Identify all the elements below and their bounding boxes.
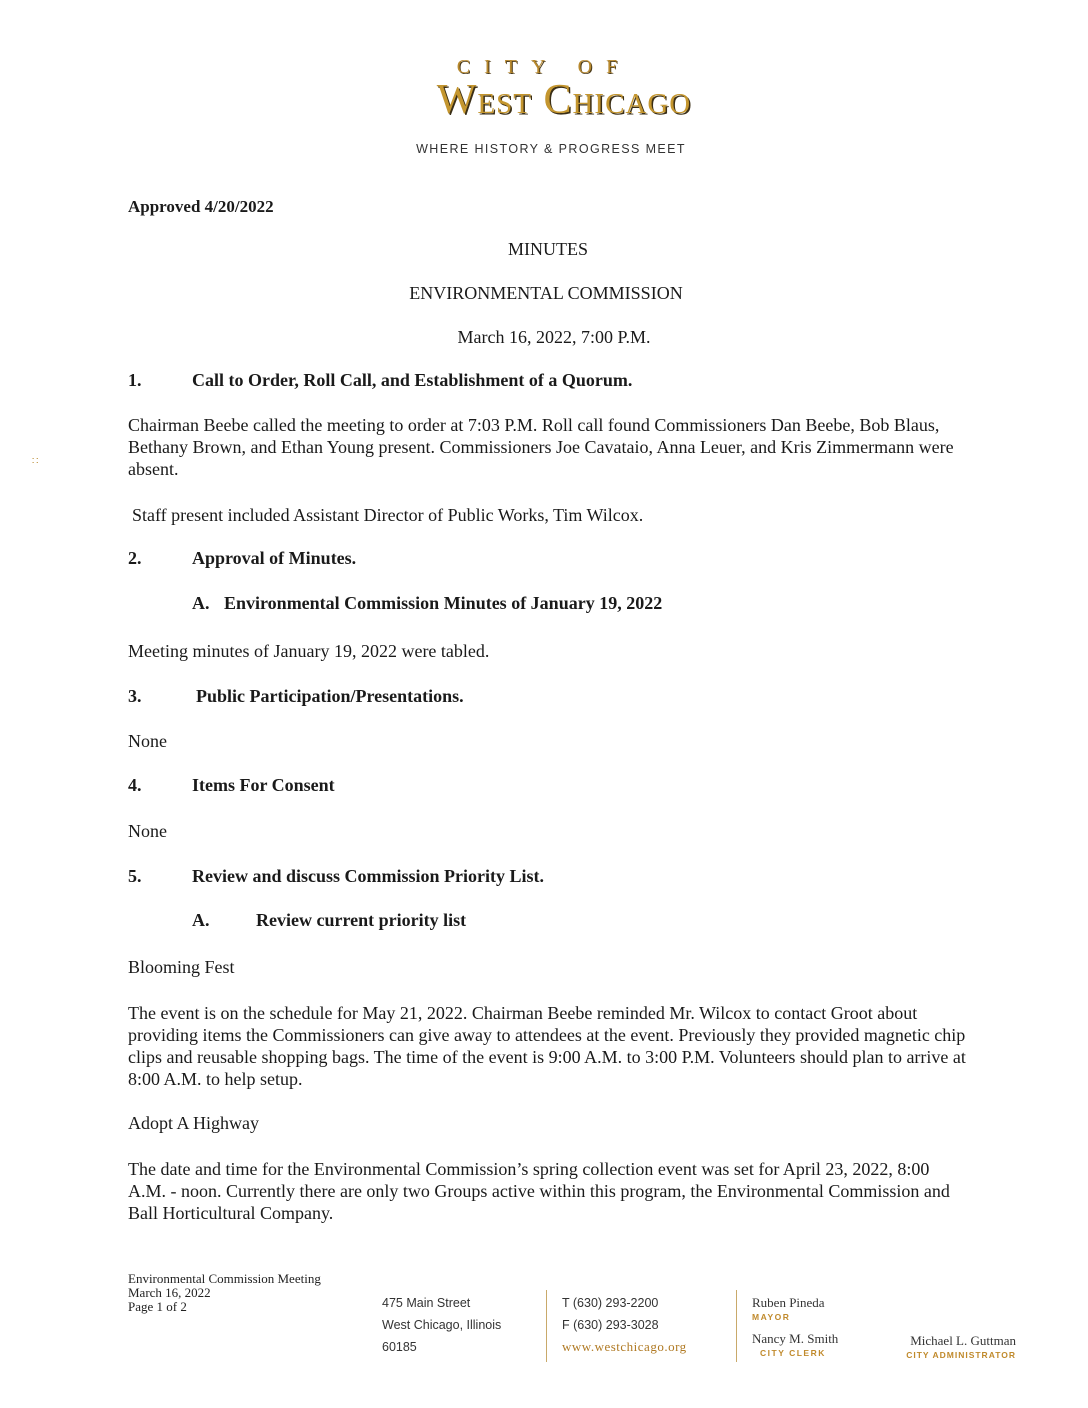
section-1-number: 1. bbox=[128, 370, 142, 390]
footer-address-line2: West Chicago, Illinois bbox=[382, 1318, 502, 1332]
footer-phone: T (630) 293-2200 bbox=[562, 1296, 659, 1310]
footer-divider-2 bbox=[736, 1290, 737, 1362]
footer-mayor-name: Ruben Pineda bbox=[752, 1295, 825, 1310]
section-2-heading: Approval of Minutes. bbox=[192, 548, 357, 568]
footer-clerk-name: Nancy M. Smith bbox=[752, 1331, 839, 1346]
section-5-number: 5. bbox=[128, 866, 142, 886]
section-2-sub-label: A. bbox=[192, 593, 210, 613]
topic-blooming-fest: Blooming Fest bbox=[128, 957, 235, 977]
section-4-paragraph: None bbox=[128, 821, 167, 841]
section-5-heading: Review and discuss Commission Priority List. bbox=[192, 866, 545, 886]
letterhead-city-of: CITY OF bbox=[456, 56, 632, 78]
footer-divider-1 bbox=[546, 1290, 547, 1362]
section-5-sub-heading: Review current priority list bbox=[256, 910, 467, 930]
section-4-number: 4. bbox=[128, 775, 142, 795]
footer-address-line3: 60185 bbox=[382, 1340, 417, 1354]
section-5-sub-label: A. bbox=[192, 910, 210, 930]
adopt-a-highway-paragraph: The date and time for the Environmental Commission’s spring collection event was set for April 23, 2022, 8:00 A.M. - noon. Currently there are only two Groups active within this program, the Environmental Commission and Ball Horticultural Company. bbox=[128, 1159, 950, 1223]
footer-mayor-role: MAYOR bbox=[752, 1312, 791, 1322]
section-2-number: 2. bbox=[128, 548, 142, 568]
section-3-number: 3. bbox=[128, 686, 142, 706]
footer-meeting-info bbox=[128, 1272, 321, 1314]
footer-mayor bbox=[752, 1295, 825, 1322]
footer-meeting-name: Environmental Commission Meeting bbox=[128, 1271, 321, 1286]
blooming-fest-paragraph: The event is on the schedule for May 21, 2022. Chairman Beebe reminded Mr. Wilcox to contact Groot about providing items the Commissioners can give away to attendees at the event. Previously they provided magnetic chip clips and reusable shopping bags. The time of the event is 9:00 A.M. to 3:00 P.M. Volunteers should plan to arrive at 8:00 A.M. to help setup. bbox=[128, 1003, 966, 1089]
footer-website-link[interactable]: www.westchicago.org bbox=[562, 1339, 687, 1354]
margin-mark: ∷ bbox=[32, 456, 39, 467]
footer-contact bbox=[562, 1292, 687, 1358]
footer-address-line1: 475 Main Street bbox=[382, 1296, 471, 1310]
footer-admin-role: CITY ADMINISTRATOR bbox=[906, 1350, 1016, 1360]
meeting-datetime: March 16, 2022, 7:00 P.M. bbox=[457, 327, 651, 347]
footer-administrator bbox=[898, 1333, 1016, 1360]
section-1-staff: Staff present included Assistant Director of Public Works, Tim Wilcox. bbox=[132, 505, 644, 525]
section-4-heading: Items For Consent bbox=[192, 775, 335, 795]
section-1-heading: Call to Order, Roll Call, and Establishment of a Quorum. bbox=[192, 370, 633, 390]
approved-date: Approved 4/20/2022 bbox=[128, 197, 274, 216]
footer-address bbox=[382, 1292, 501, 1358]
letterhead-city-name: West Chicago bbox=[436, 77, 692, 123]
footer-page-number: Page 1 of 2 bbox=[128, 1299, 187, 1314]
section-3-paragraph: None bbox=[128, 731, 167, 751]
footer-clerk bbox=[752, 1331, 838, 1358]
commission-name: ENVIRONMENTAL COMMISSION bbox=[409, 283, 683, 303]
section-1-paragraph: Chairman Beebe called the meeting to order at 7:03 P.M. Roll call found Commissioners Dan Beebe, Bob Blaus, Bethany Brown, and Ethan Young present. Commissioners Joe Cavataio, Anna Leuer, and Kris Zimmermann were absent. bbox=[128, 415, 954, 479]
topic-adopt-a-highway: Adopt A Highway bbox=[128, 1113, 260, 1133]
section-3-heading: Public Participation/Presentations. bbox=[196, 686, 464, 706]
section-2-sub-heading: Environmental Commission Minutes of January 19, 2022 bbox=[224, 593, 663, 613]
section-2-paragraph: Meeting minutes of January 19, 2022 were tabled. bbox=[128, 641, 490, 661]
document-title: MINUTES bbox=[508, 239, 588, 259]
footer-meeting-date: March 16, 2022 bbox=[128, 1285, 211, 1300]
footer-fax: F (630) 293-3028 bbox=[562, 1318, 659, 1332]
letterhead-tagline: WHERE HISTORY & PROGRESS MEET bbox=[416, 142, 686, 156]
footer-admin-name: Michael L. Guttman bbox=[910, 1333, 1016, 1348]
footer-clerk-role: CITY CLERK bbox=[760, 1348, 826, 1358]
